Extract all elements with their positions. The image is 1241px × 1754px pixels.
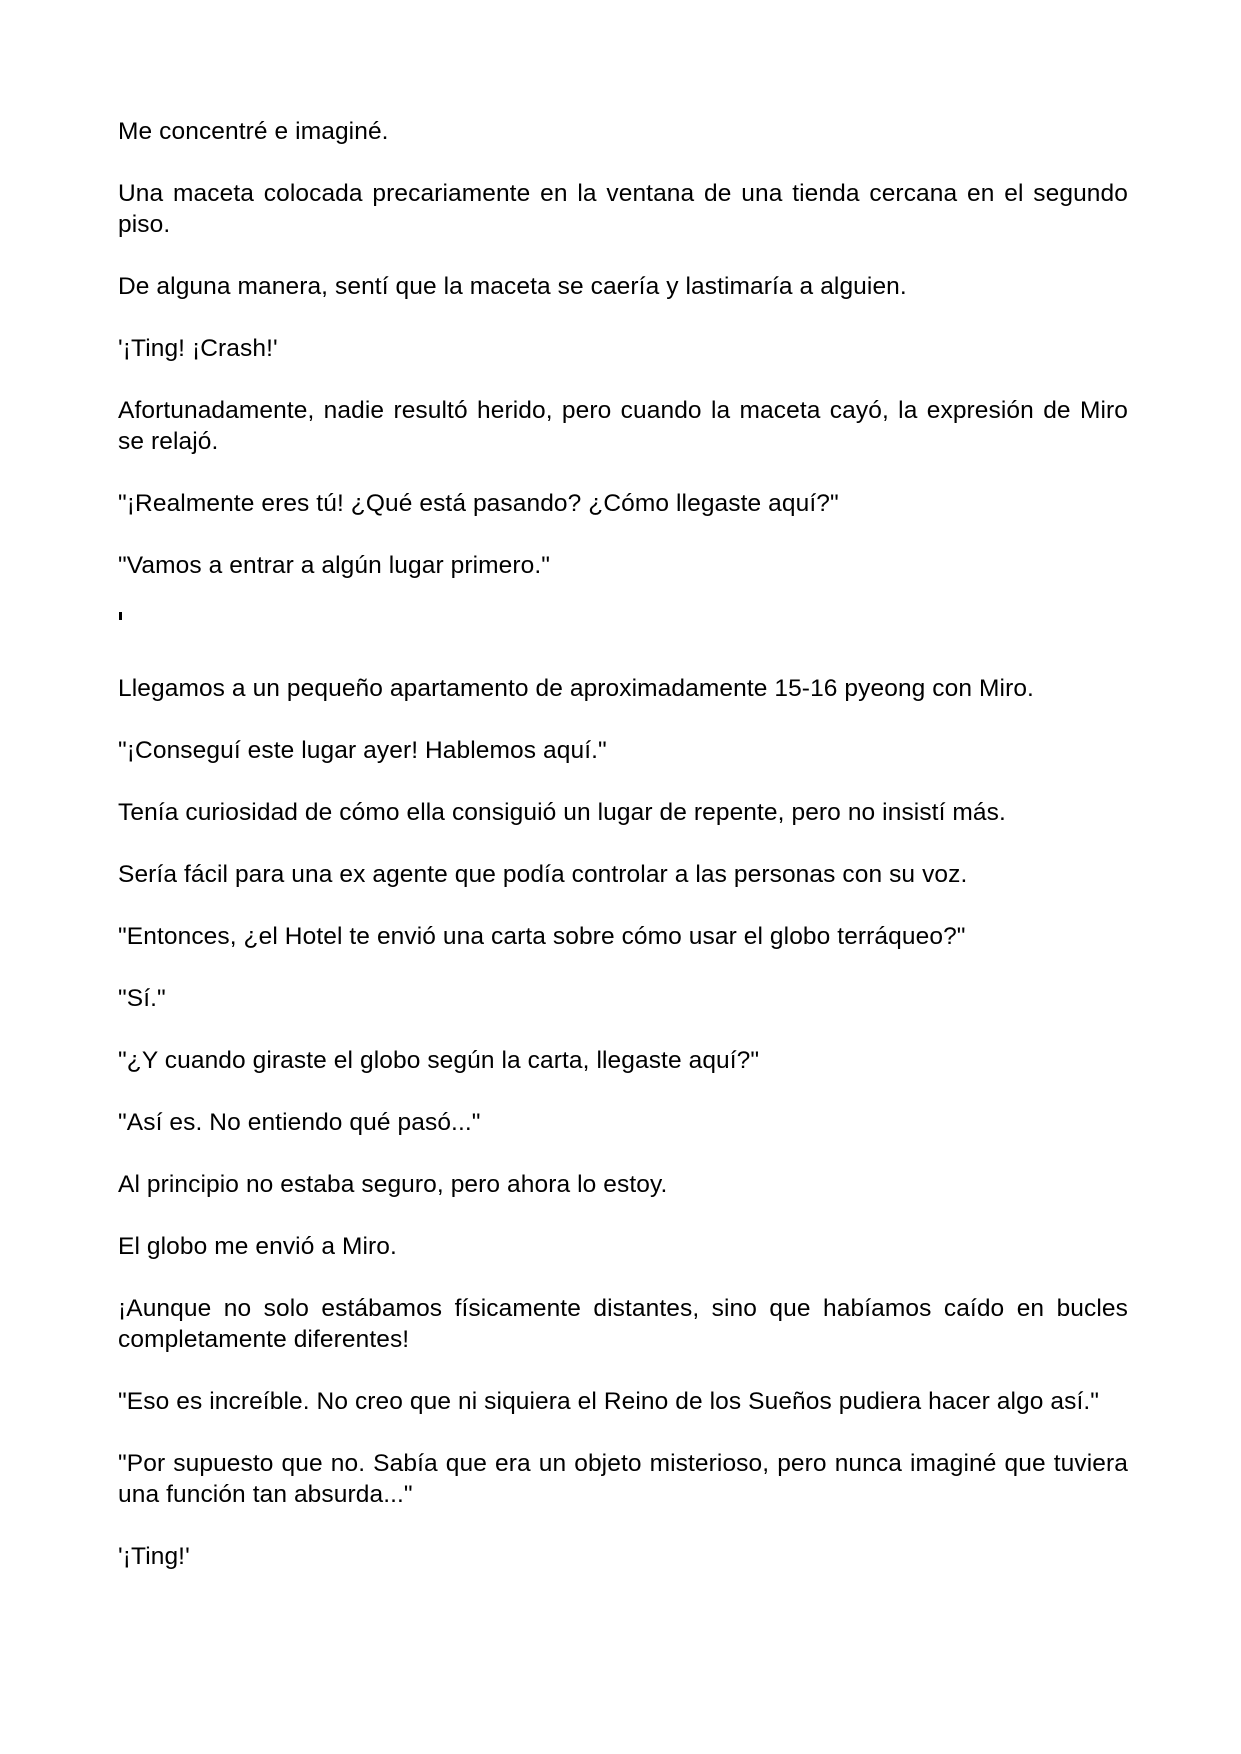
paragraph: "Así es. No entiendo qué pasó..." [118, 1109, 481, 1136]
document-body [118, 116, 1135, 1603]
paragraph: Afortunadamente, nadie resultó herido, pero cuando la maceta cayó, la expresión de Miro se relajó. [118, 397, 1135, 455]
paragraph: "Por supuesto que no. Sabía que era un objeto misterioso, pero nunca imaginé que tuviera una función tan absurda..." [118, 1450, 1135, 1508]
paragraph: "Eso es increíble. No creo que ni siquiera el Reino de los Sueños pudiera hacer algo así." [118, 1388, 1100, 1415]
paragraph: Una maceta colocada precariamente en la ventana de una tienda cercana en el segundo piso. [118, 180, 1135, 238]
paragraph: '¡Ting!' [118, 1543, 190, 1570]
paragraph: Tenía curiosidad de cómo ella consiguió un lugar de repente, pero no insistí más. [118, 799, 1006, 826]
paragraph: "Sí." [118, 985, 166, 1012]
paragraph: "¿Y cuando giraste el globo según la carta, llegaste aquí?" [118, 1047, 760, 1074]
paragraph: Al principio no estaba seguro, pero ahora lo estoy. [118, 1171, 668, 1198]
paragraph: Me concentré e imaginé. [118, 118, 389, 145]
paragraph: "¡Conseguí este lugar ayer! Hablemos aquí." [118, 737, 607, 764]
scene-break-mark [119, 612, 122, 620]
paragraph: Sería fácil para una ex agente que podía controlar a las personas con su voz. [118, 861, 968, 888]
paragraph: "Entonces, ¿el Hotel te envió una carta sobre cómo usar el globo terráqueo?" [118, 923, 966, 950]
paragraph: El globo me envió a Miro. [118, 1233, 397, 1260]
paragraph: ¡Aunque no solo estábamos físicamente distantes, sino que habíamos caído en bucles completamente diferentes! [118, 1295, 1135, 1353]
paragraph: '¡Ting! ¡Crash!' [118, 335, 278, 362]
paragraph: Llegamos a un pequeño apartamento de aproximadamente 15-16 pyeong con Miro. [118, 675, 1034, 702]
paragraph: De alguna manera, sentí que la maceta se caería y lastimaría a alguien. [118, 273, 907, 300]
paragraph: "¡Realmente eres tú! ¿Qué está pasando? ¿Cómo llegaste aquí?" [118, 490, 839, 517]
paragraph: "Vamos a entrar a algún lugar primero." [118, 552, 551, 579]
